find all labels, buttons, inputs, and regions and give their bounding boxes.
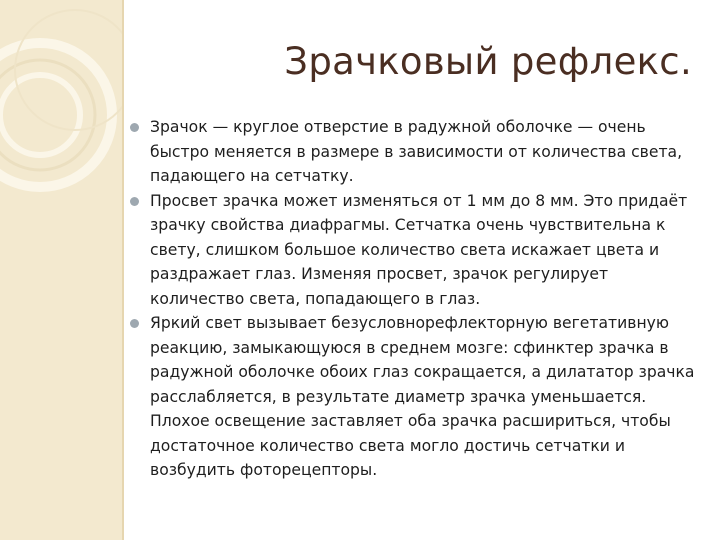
bullet-text: Просвет зрачка может изменяться от 1 мм до 8 мм. Это придаёт зрачку свойства диафрагмы. Сетчатка очень чувствительна к свету, слишком большое количество света искажает цвета и раздражает глаз. Изменяя просвет, зрачок регулирует количество света, попадающего в глаз. <box>150 191 688 308</box>
bullet-text: Зрачок — круглое отверстие в радужной оболочке — очень быстро меняется в размере в зависимости от количества света, падающего на сетчатку. <box>150 118 683 185</box>
bullet-item <box>130 115 700 189</box>
bullet-item <box>130 189 700 312</box>
bullet-dot-icon <box>130 123 139 132</box>
decorative-circles <box>0 0 122 540</box>
side-panel-divider <box>122 0 124 540</box>
bullet-dot-icon <box>130 197 139 206</box>
slide-title: Зрачковый рефлекс. <box>284 40 692 83</box>
bullet-item <box>130 311 700 483</box>
bullet-dot-icon <box>130 319 139 328</box>
bullet-list <box>130 115 700 483</box>
bullet-text: Яркий свет вызывает безусловнорефлекторную вегетативную реакцию, замыкающуюся в среднем мозге: сфинктер зрачка в радужной оболочке обоих глаз сокращается, а дилататор зрачка расслабляется, в результате диаметр зрачка уменьшается. Плохое освещение заставляет оба зрачка расшириться, чтобы достаточное количество света могло достичь сетчатки и возбудить фоторецепторы. <box>150 314 695 479</box>
decorative-side-panel <box>0 0 122 540</box>
